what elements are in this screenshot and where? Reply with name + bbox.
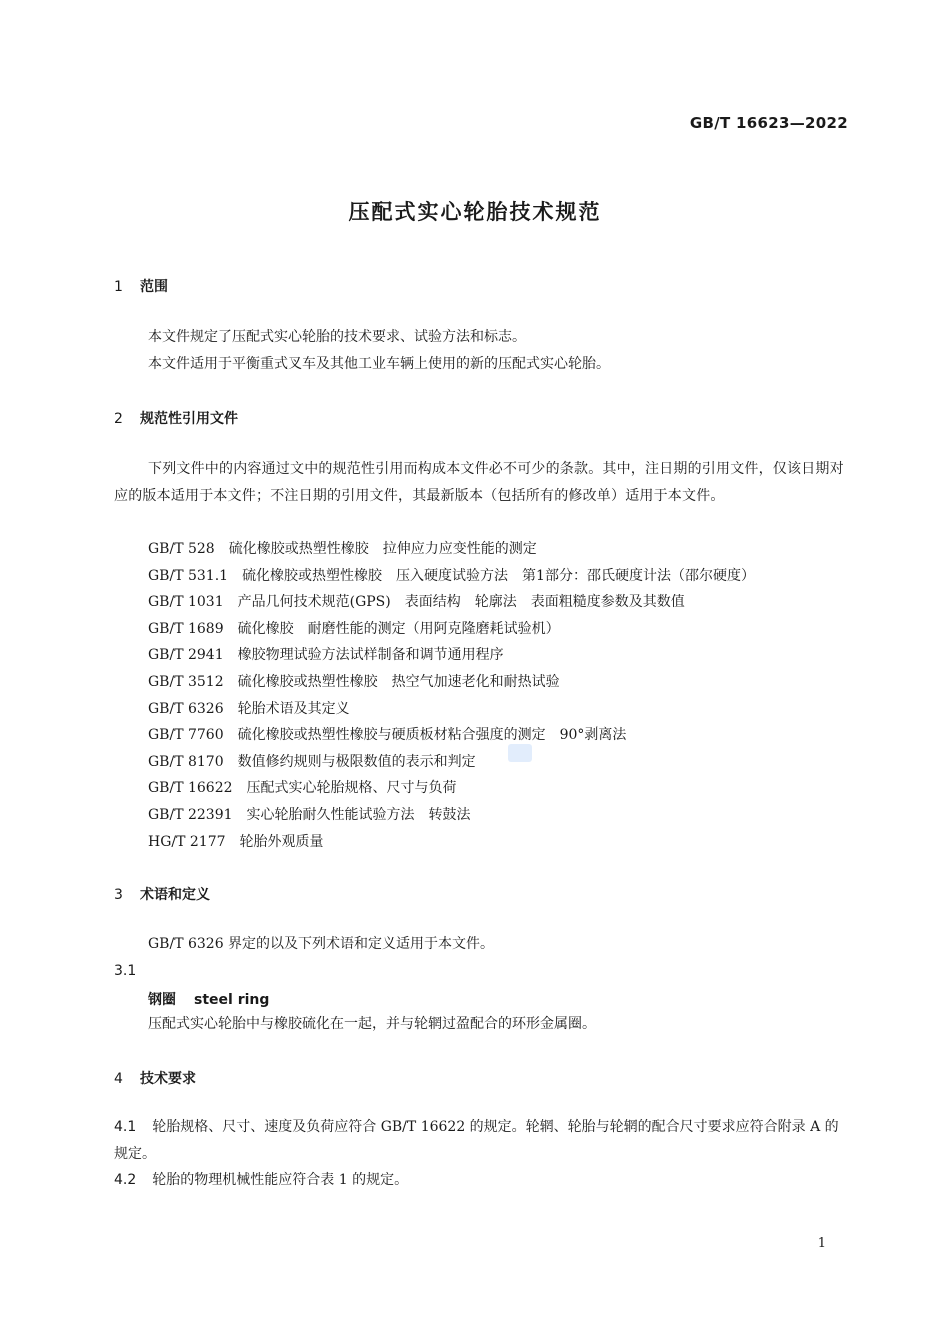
section-number: 4 xyxy=(114,1071,123,1087)
scope-paragraph: 本文件规定了压配式实心轮胎的技术要求、试验方法和标志。 xyxy=(148,329,526,345)
reference-code: GB/T 531.1 xyxy=(148,567,229,584)
reference-item xyxy=(148,616,850,643)
reference-code: GB/T 1689 xyxy=(148,620,224,637)
reference-title: 产品几何技术规范(GPS) 表面结构 轮廓法 表面粗糙度参数及其数值 xyxy=(237,594,685,611)
section-number: 2 xyxy=(114,411,123,427)
reference-title: 硫化橡胶或热塑性橡胶 拉伸应力应变性能的测定 xyxy=(228,541,537,557)
section-2-heading xyxy=(114,408,238,428)
clause-4-1 xyxy=(114,1114,850,1167)
reference-item xyxy=(148,802,850,829)
document-title: 压配式实心轮胎技术规范 xyxy=(348,200,602,224)
reference-code: GB/T 528 xyxy=(148,541,215,557)
reference-list xyxy=(148,536,850,855)
term-english: steel ring xyxy=(194,992,270,1008)
clause-4-2 xyxy=(114,1167,850,1194)
section-title: 技术要求 xyxy=(140,1071,196,1087)
reference-title: 硫化橡胶 耐磨性能的测定（用阿克隆磨耗试验机） xyxy=(237,620,560,637)
reference-item xyxy=(148,696,850,723)
section-3-heading xyxy=(114,884,210,904)
reference-title: 轮胎术语及其定义 xyxy=(237,700,350,717)
clause-number: 4.2 xyxy=(114,1172,137,1188)
page-number: 1 xyxy=(817,1236,826,1251)
term-heading xyxy=(148,989,269,1009)
reference-item xyxy=(148,642,850,669)
reference-code: GB/T 22391 xyxy=(148,806,233,823)
scope-paragraph: 本文件适用于平衡重式叉车及其他工业车辆上使用的新的压配式实心轮胎。 xyxy=(148,356,610,372)
reference-code: HG/T 2177 xyxy=(148,833,226,850)
clause-number: 4.1 xyxy=(114,1119,137,1135)
section-title: 术语和定义 xyxy=(140,887,210,903)
reference-code: GB/T 6326 xyxy=(148,700,224,717)
section-4-heading xyxy=(114,1068,196,1088)
reference-item xyxy=(148,589,850,616)
standard-number: GB/T 16623—2022 xyxy=(689,114,848,132)
terms-intro: GB/T 6326 界定的以及下列术语和定义适用于本文件。 xyxy=(148,936,495,952)
reference-code: GB/T 1031 xyxy=(148,594,224,611)
section-1-heading xyxy=(114,276,168,296)
reference-title: 实心轮胎耐久性能试验方法 转鼓法 xyxy=(246,806,471,823)
reference-item xyxy=(148,563,850,590)
reference-code: GB/T 2941 xyxy=(148,647,224,664)
term-chinese: 钢圈 xyxy=(148,992,176,1008)
section-title: 规范性引用文件 xyxy=(140,411,238,427)
reference-title: 数值修约规则与极限数值的表示和判定 xyxy=(237,753,476,770)
reference-title: 压配式实心轮胎规格、尺寸与负荷 xyxy=(246,780,457,797)
section-number: 3 xyxy=(114,887,123,903)
reference-code: GB/T 7760 xyxy=(148,727,224,744)
reference-item xyxy=(148,722,850,749)
reference-code: GB/T 8170 xyxy=(148,753,224,770)
term-entry-number: 3.1 xyxy=(114,963,137,979)
reference-item xyxy=(148,536,850,563)
reference-code: GB/T 3512 xyxy=(148,673,224,690)
section-number: 1 xyxy=(114,279,123,295)
reference-title: 硫化橡胶或热塑性橡胶 压入硬度试验方法 第1部分：邵氏硬度计法（邵尔硬度） xyxy=(242,567,755,584)
reference-item xyxy=(148,749,850,776)
reference-title: 硫化橡胶或热塑性橡胶与硬质板材粘合强度的测定 90°剥离法 xyxy=(237,727,627,744)
reference-code: GB/T 16622 xyxy=(148,780,233,797)
reference-title: 轮胎外观质量 xyxy=(239,833,324,850)
clause-text: 轮胎的物理机械性能应符合表 1 的规定。 xyxy=(152,1172,409,1188)
reference-item xyxy=(148,669,850,696)
term-definition: 压配式实心轮胎中与橡胶硫化在一起，并与轮辋过盈配合的环形金属圈。 xyxy=(148,1016,596,1032)
section-title: 范围 xyxy=(140,279,168,295)
reference-item xyxy=(148,775,850,802)
selection-highlight xyxy=(508,744,532,762)
reference-title: 硫化橡胶或热塑性橡胶 热空气加速老化和耐热试验 xyxy=(237,673,560,690)
reference-title: 橡胶物理试验方法试样制备和调节通用程序 xyxy=(237,647,504,664)
reference-item xyxy=(148,829,850,856)
clause-text: 轮胎规格、尺寸、速度及负荷应符合 GB/T 16622 的规定。轮辋、轮胎与轮辋的配合尺寸要求应符合附录 A 的规定。 xyxy=(114,1119,839,1162)
normative-refs-intro: 下列文件中的内容通过文中的规范性引用而构成本文件必不可少的条款。其中，注日期的引用文件，仅该日期对应的版本适用于本文件；不注日期的引用文件，其最新版本（包括所有的修改单）适用于本文件。 xyxy=(114,461,844,504)
